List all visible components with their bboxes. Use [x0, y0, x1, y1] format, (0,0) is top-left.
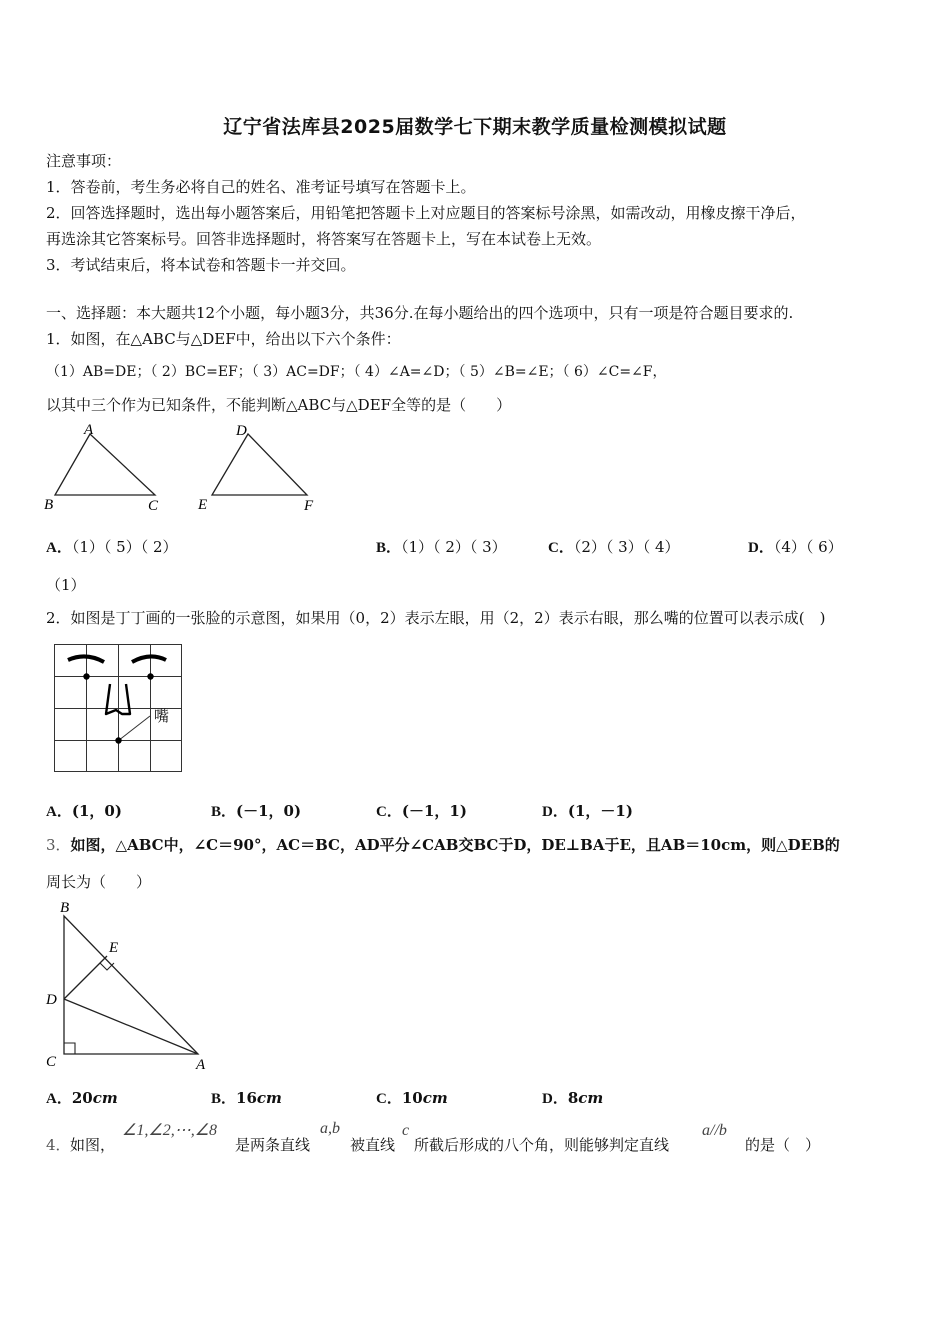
- page-title: 辽宁省法库县2025届数学七下期末教学质量检测模拟试题: [223, 116, 727, 138]
- option-text: (－1，1): [401, 802, 467, 820]
- label-e: E: [109, 940, 119, 956]
- q1-option-d-wrap: （1）: [46, 576, 86, 594]
- q4-line-c-math: c: [402, 1122, 410, 1139]
- triangle-abc: [64, 916, 198, 1054]
- right-angle-mark-e: [100, 963, 114, 970]
- option-value: 8: [567, 1089, 579, 1107]
- triangle-def: [212, 434, 307, 495]
- q3-option-b[interactable]: [211, 1087, 282, 1108]
- q3-stem: [46, 834, 840, 855]
- option-text: (－1，0): [236, 802, 302, 820]
- q3-triangle-figure: [40, 896, 220, 1076]
- mouth-label: 嘴: [154, 707, 170, 725]
- right-eye: [147, 673, 153, 679]
- label-c: C: [148, 498, 159, 514]
- label-a: A: [196, 1057, 206, 1073]
- q4-text-5: 的是（ ）: [745, 1136, 821, 1154]
- option-value: 10: [401, 1089, 423, 1107]
- option-text: （1）（ 2）（ 3）: [401, 538, 507, 556]
- option-label: D．: [542, 804, 568, 820]
- label-b: B: [44, 497, 54, 513]
- option-label: C．: [376, 804, 402, 820]
- option-label: A．: [46, 540, 72, 556]
- q1-question: 以其中三个作为已知条件，不能判断△ABC与△DEF全等的是（ ）: [46, 396, 512, 414]
- option-label: C．: [548, 540, 574, 556]
- option-text: （4）（ 6）: [773, 538, 843, 556]
- option-unit: cm: [92, 1089, 118, 1107]
- notice-item: 2．回答选择题时，选出每小题答案后，用铅笔把答题卡上对应题目的答案标号涂黑，如需改动，用橡皮擦干净后，: [46, 204, 806, 222]
- mouth-pointer: [119, 716, 151, 741]
- option-text: (1，0): [71, 802, 122, 820]
- q1-conditions: （1）AB=DE；（ 2）BC=EF；（ 3）AC=DF；（ 4）∠A=∠D；（ 5）∠B=∠E；（ 6）∠C=∠F，: [46, 364, 667, 380]
- q4-parallel-math: a//b: [702, 1122, 727, 1139]
- q2-face-grid: [50, 640, 186, 776]
- option-text: （1）（ 5）（ 2）: [71, 538, 178, 556]
- option-value: 16: [236, 1089, 257, 1107]
- label-d: D: [46, 992, 57, 1008]
- question-number: 3．: [46, 836, 71, 854]
- option-unit: cm: [422, 1089, 448, 1107]
- left-eye: [83, 673, 89, 679]
- q4-lines-math: a,b: [320, 1120, 340, 1137]
- question-number: 4．: [46, 1136, 71, 1154]
- notice-item: 1．答卷前，考生务必将自己的姓名、准考证号填写在答题卡上。: [46, 178, 476, 196]
- label-e: E: [198, 497, 208, 513]
- q4-angles-math: ∠1,∠2,⋯,∠8: [122, 1122, 218, 1139]
- right-eyebrow: [132, 656, 166, 662]
- label-b: B: [60, 900, 70, 916]
- segment-ad: [64, 999, 198, 1054]
- option-label: B．: [376, 540, 402, 556]
- q4-text-2: 是两条直线: [235, 1136, 311, 1154]
- option-value: 20: [71, 1089, 93, 1107]
- q3-option-c[interactable]: [376, 1087, 448, 1108]
- label-c: C: [46, 1054, 57, 1070]
- notice-item: 再选涂其它答案标号。回答非选择题时，将答案写在答题卡上，写在本试卷上无效。: [46, 230, 602, 248]
- q3-stem-text: 如图，△ABC中，∠C＝90°，AC＝BC，AD平分∠CAB交BC于D，DE⊥BA于E，且AB＝10cm，则△DEB的: [70, 836, 840, 854]
- option-label: D．: [748, 540, 774, 556]
- option-text: (1，－1): [567, 802, 633, 820]
- label-d: D: [236, 423, 247, 439]
- triangle-abc: [55, 434, 155, 495]
- option-unit: cm: [578, 1089, 604, 1107]
- q1-option-c[interactable]: [548, 536, 680, 557]
- option-label: C．: [376, 1091, 402, 1107]
- right-angle-mark-c: [64, 1043, 75, 1054]
- mouth: [115, 737, 121, 743]
- q4-text-1: 如图，: [70, 1136, 116, 1154]
- option-label: D．: [542, 1091, 568, 1107]
- q4-text-4: 所截后形成的八个角，则能够判定直线: [414, 1136, 670, 1154]
- section-heading: 一、选择题：本大题共12个小题，每小题3分，共36分.在每小题给出的四个选项中，只有一项是符合题目要求的.: [46, 304, 794, 322]
- notice-heading: 注意事项：: [46, 152, 122, 170]
- notice-item: 3．考试结束后，将本试卷和答题卡一并交回。: [46, 256, 356, 274]
- option-label: B．: [211, 1091, 237, 1107]
- q2-option-c[interactable]: [376, 800, 467, 821]
- q1-stem: 1．如图，在△ABC与△DEF中，给出以下六个条件：: [46, 330, 401, 348]
- q1-option-b[interactable]: [376, 536, 507, 557]
- q1-option-d[interactable]: [748, 536, 843, 557]
- option-label: A．: [46, 1091, 72, 1107]
- q2-option-b[interactable]: [211, 800, 301, 821]
- label-f: F: [304, 498, 314, 514]
- q3-option-d[interactable]: [542, 1087, 603, 1108]
- label-a: A: [84, 422, 94, 438]
- q2-option-a[interactable]: [46, 800, 122, 821]
- option-label: B．: [211, 804, 237, 820]
- option-label: A．: [46, 804, 72, 820]
- option-unit: cm: [256, 1089, 282, 1107]
- segment-de: [64, 956, 107, 999]
- q1-triangles-figure: [40, 420, 330, 515]
- option-text: （2）（ 3）（ 4）: [573, 538, 680, 556]
- q2-stem: 2．如图是丁丁画的一张脸的示意图，如果用（0，2）表示左眼，用（2，2）表示右眼，那么嘴的位置可以表示成( ): [46, 609, 826, 627]
- q2-option-d[interactable]: [542, 800, 633, 821]
- q1-option-a[interactable]: [46, 536, 178, 557]
- q4-text-3: 被直线: [350, 1136, 396, 1154]
- q3-stem-continued: 周长为（ ）: [46, 873, 152, 891]
- q3-option-a[interactable]: [46, 1087, 118, 1108]
